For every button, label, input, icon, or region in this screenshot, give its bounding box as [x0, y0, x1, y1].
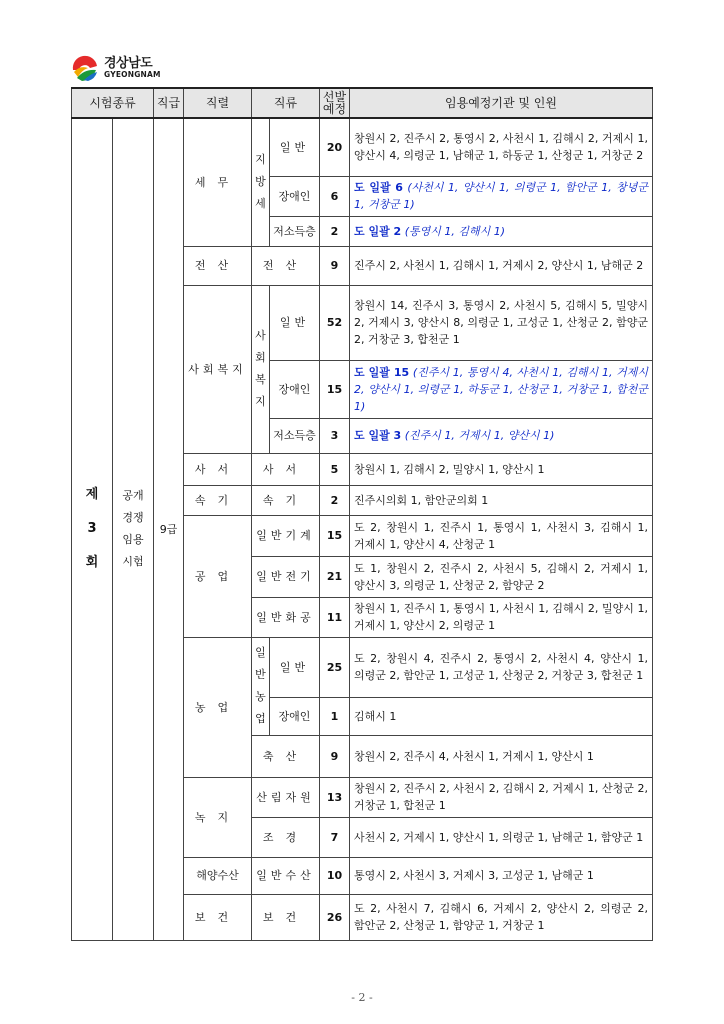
series-tax: 세무: [184, 118, 252, 246]
agencies-r8: 창원시 1, 김해시 2, 밀양시 1, 양산시 1: [350, 453, 653, 485]
num-r9: 2: [320, 485, 350, 515]
agencies-r3-prefix: 도 일괄 2: [354, 224, 402, 238]
agencies-r16: 창원시 2, 진주시 2, 사천시 2, 김해시 2, 거제시 1, 산청군 2, 거창군 1, 합천군 1: [350, 777, 653, 817]
num-r3: 2: [320, 216, 350, 246]
num-r17: 7: [320, 817, 350, 857]
cat-forest: 산림자원: [252, 777, 320, 817]
agencies-r10: 도 2, 창원시 1, 진주시 1, 통영시 1, 사천시 3, 김해시 1, 거제시 1, 양산시 4, 산청군 1: [350, 515, 653, 556]
exam-type-cell: [113, 118, 154, 940]
gyeongnam-emblem-icon: [70, 53, 100, 83]
header-grade: 직급: [154, 88, 184, 118]
num-r1: 20: [320, 118, 350, 176]
series-green: 녹지: [184, 777, 252, 857]
series-welfare: 사회복지: [184, 285, 252, 453]
cat-disabled: 장애인: [270, 176, 320, 216]
agencies-r15: 창원시 2, 진주시 4, 사천시 1, 거제시 1, 양산시 1: [350, 735, 653, 777]
cat-stenography: 속기: [252, 485, 320, 515]
series-industry: 공업: [184, 515, 252, 637]
agencies-r4: 진주시 2, 사천시 1, 김해시 1, 거제시 2, 양산시 1, 남해군 2: [350, 246, 653, 285]
series-stenography: 속기: [184, 485, 252, 515]
num-r19: 26: [320, 894, 350, 940]
cat-librarian: 사서: [252, 453, 320, 485]
cat-general: 일반: [270, 118, 320, 176]
cat-welfare-general: 일반: [270, 285, 320, 360]
agencies-r9: 진주시의회 1, 함안군의회 1: [350, 485, 653, 515]
table-header-row: [72, 88, 653, 118]
sub-welfare: 사회복지: [255, 329, 266, 408]
num-r12: 11: [320, 597, 350, 637]
agencies-r19: 도 2, 사천시 7, 김해시 6, 거제시 2, 양산시 2, 의령군 2, 함안군 2, 산청군 1, 함양군 1, 거창군 1: [350, 894, 653, 940]
num-r5: 52: [320, 285, 350, 360]
num-r11: 21: [320, 556, 350, 597]
sub-agriculture: 일반농업: [255, 646, 266, 725]
agencies-r5: 창원시 14, 진주시 3, 통영시 2, 사천시 5, 김해시 5, 밀양시 2, 거제시 3, 양산시 8, 의령군 1, 고성군 1, 산청군 2, 함양군 2, 거창군 3, 합천군 1: [350, 285, 653, 360]
num-r10: 15: [320, 515, 350, 556]
num-r2: 6: [320, 176, 350, 216]
table-row: [72, 118, 653, 176]
agencies-r13: 도 2, 창원시 4, 진주시 2, 통영시 2, 사천시 4, 양산시 1, 의령군 2, 함안군 1, 고성군 1, 산청군 2, 거창군 3, 합천군 1: [350, 637, 653, 697]
num-r18: 10: [320, 857, 350, 894]
agencies-r11: 도 1, 창원시 2, 진주시 2, 사천시 5, 김해시 2, 거제시 1, 양산시 3, 의령군 1, 산청군 2, 함양군 2: [350, 556, 653, 597]
sub-local-tax-cell: [252, 118, 270, 246]
series-agriculture: 농업: [184, 637, 252, 777]
cat-welfare-low-income: 저소득층: [270, 418, 320, 453]
sub-local-tax: 지방세: [255, 153, 266, 211]
agencies-r7-detail: (진주시 1, 거제시 1, 양산시 1): [404, 429, 555, 442]
agencies-r18: 통영시 2, 사천시 3, 거제시 3, 고성군 1, 남해군 1: [350, 857, 653, 894]
agencies-r6: [350, 360, 653, 418]
agencies-r6-prefix: 도 일괄 15: [354, 365, 410, 379]
cat-welfare-disabled: 장애인: [270, 360, 320, 418]
cat-agri-general: 일반: [270, 637, 320, 697]
series-health: 보건: [184, 894, 252, 940]
series-librarian: 사서: [184, 453, 252, 485]
agencies-r6-detail: (진주시 1, 통영시 4, 사천시 1, 김해시 1, 거제시 2, 양산시 1, 의령군 1, 하동군 1, 산청군 1, 거창군 1, 합천군 1): [354, 365, 648, 413]
exam-round-cell: [72, 118, 113, 940]
series-fisheries: 해양수산: [184, 857, 252, 894]
sub-welfare-cell: [252, 285, 270, 453]
cat-health: 보건: [252, 894, 320, 940]
cat-fisheries: 일반수산: [252, 857, 320, 894]
num-r16: 13: [320, 777, 350, 817]
series-computing: 전산: [184, 246, 252, 285]
cat-agri-disabled: 장애인: [270, 697, 320, 735]
num-r15: 9: [320, 735, 350, 777]
header-category: 직류: [252, 88, 320, 118]
agencies-r3-detail: (통영시 1, 김해시 1): [404, 224, 506, 238]
agencies-r14: 김해시 1: [350, 697, 653, 735]
gyeongnam-logo: [70, 51, 180, 85]
cat-mechanical: 일반기계: [252, 515, 320, 556]
agencies-r2: [350, 176, 653, 216]
num-r8: 5: [320, 453, 350, 485]
agencies-r2-prefix: 도 일괄 6: [354, 181, 403, 194]
agencies-r2-detail: (사천시 1, 양산시 1, 의령군 1, 함안군 1, 창녕군 1, 거창군 1): [354, 181, 648, 211]
header-planned: [320, 88, 350, 118]
num-r13: 25: [320, 637, 350, 697]
cat-chemical: 일반화공: [252, 597, 320, 637]
agencies-r7-prefix: 도 일괄 3: [354, 429, 402, 442]
cat-electrical: 일반전기: [252, 556, 320, 597]
recruitment-table: [71, 87, 653, 941]
sub-agriculture-cell: [252, 637, 270, 735]
exam-round: 제3회: [85, 487, 99, 571]
grade-cell: 9급: [154, 118, 184, 940]
num-r4: 9: [320, 246, 350, 285]
exam-type: 공개경쟁임용시험: [122, 489, 144, 569]
page-number: - 2 -: [351, 991, 373, 1004]
header-agencies: 임용예정기관 및 인원: [350, 88, 653, 118]
agencies-r7: [350, 418, 653, 453]
cat-livestock: 축산: [252, 735, 320, 777]
num-r7: 3: [320, 418, 350, 453]
header-planned-text: 선발 예정: [322, 90, 347, 116]
agencies-r1: 창원시 2, 진주시 2, 통영시 2, 사천시 1, 김해시 2, 거제시 1, 양산시 4, 의령군 1, 남해군 1, 하동군 1, 산청군 1, 거창군 2: [350, 118, 653, 176]
cat-computing: 전산: [252, 246, 320, 285]
header-series: 직렬: [184, 88, 252, 118]
num-r6: 15: [320, 360, 350, 418]
agencies-r12: 창원시 1, 진주시 1, 통영시 1, 사천시 1, 김해시 2, 밀양시 1, 거제시 1, 양산시 2, 의령군 1: [350, 597, 653, 637]
logo-english-text: GYEONGNAM: [104, 70, 161, 79]
logo-korean-text: 경상남도: [104, 56, 153, 71]
agencies-r3: [350, 216, 653, 246]
header-exam-type: 시험종류: [72, 88, 154, 118]
cat-low-income: 저소득층: [270, 216, 320, 246]
cat-landscape: 조경: [252, 817, 320, 857]
agencies-r17: 사천시 2, 거제시 1, 양산시 1, 의령군 1, 남해군 1, 함양군 1: [350, 817, 653, 857]
num-r14: 1: [320, 697, 350, 735]
